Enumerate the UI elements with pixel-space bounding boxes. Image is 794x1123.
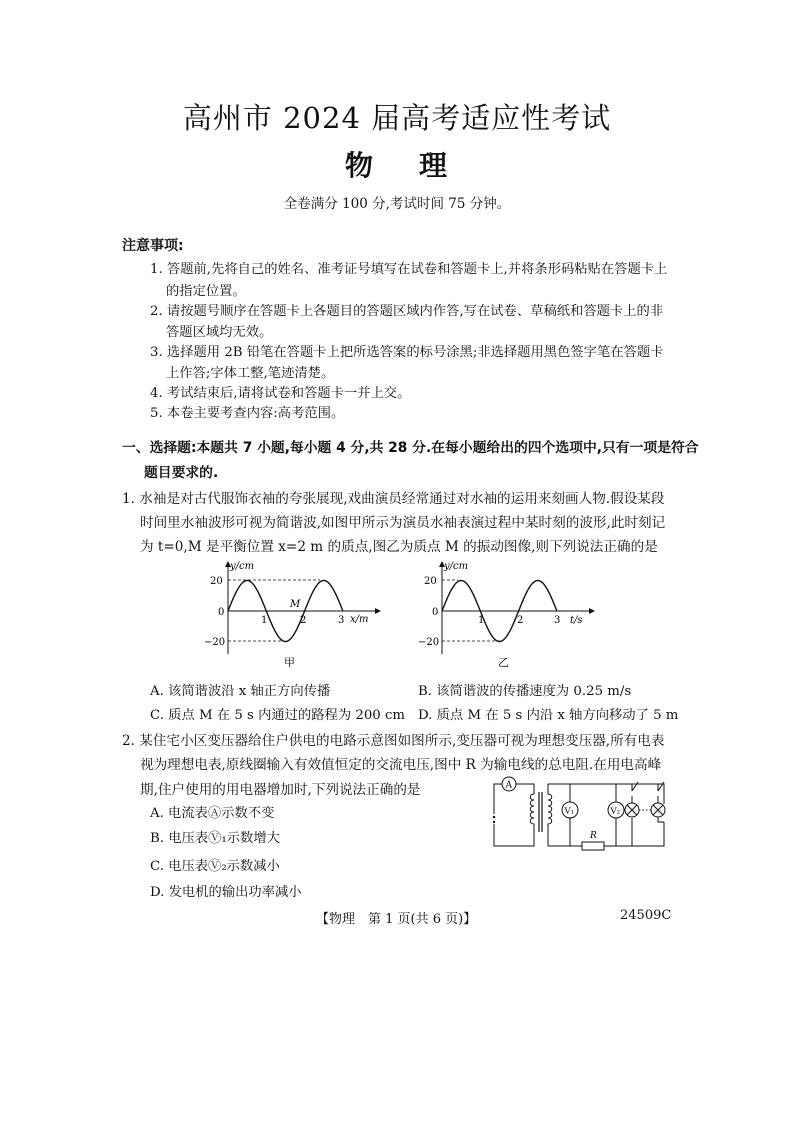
ytick-0: 0 xyxy=(218,607,225,618)
section-heading: 一、选择题:本题共 7 小题,每小题 4 分,共 28 分.在每小题给出的四个选项中,只有一项是符合 xyxy=(122,440,699,456)
q1-option-a: A. 该简谐波沿 x 轴正方向传播 xyxy=(150,684,331,699)
ylabel-jia: y/cm xyxy=(230,561,255,572)
lamp-icon xyxy=(625,803,665,817)
caption-yi: 乙 xyxy=(498,656,509,669)
notice-heading: 注意事项: xyxy=(122,238,184,254)
q1-option-b: B. 该简谐波的传播速度为 0.25 m/s xyxy=(418,684,632,699)
ylabel-yi: y/cm xyxy=(444,561,469,572)
vibration-graph-yi xyxy=(414,558,604,670)
score-line: 全卷满分 100 分,考试时间 75 分钟。 xyxy=(283,196,511,212)
q2-option-a: A. 电流表Ⓐ示数不变 xyxy=(150,806,275,821)
subject-title xyxy=(0,144,794,184)
q1-stem-line: 1. 水袖是对古代服饰衣袖的夸张展现,戏曲演员经常通过对水袖的运用来刻画人物.假设某段 xyxy=(122,491,665,507)
voltmeter-2-label: V₂ xyxy=(610,806,621,817)
q1-stem-line: 为 t=0,M 是平衡位置 x=2 m 的质点,图乙为质点 M 的振动图像,则下列说法正确的是 xyxy=(140,539,658,555)
section-heading-cont: 题目要求的. xyxy=(144,465,219,481)
notice-line: 5. 本卷主要考查内容:高考范围。 xyxy=(150,406,345,421)
notice-line: 2. 请按题号顺序在答题卡上各题目的答题区域内作答,写在试卷、草稿纸和答题卡上的非 xyxy=(150,304,664,319)
notice-line: 1. 答题前,先将自己的姓名、准考证号填写在试卷和答题卡上,并将条形码粘贴在答题卡上 xyxy=(150,262,668,277)
q2-option-b: B. 电压表Ⓥ₁示数增大 xyxy=(150,831,280,846)
resistor-label: R xyxy=(590,831,597,841)
voltmeter-1-label: V₁ xyxy=(564,806,575,817)
ytick-neg20: −20 xyxy=(418,637,440,648)
page-footer: 【物理 第 1 页(共 6 页)】 xyxy=(316,912,477,927)
point-m-label: M xyxy=(290,599,301,610)
q2-stem-line: 视为理想电表,原线圈输入有效值恒定的交流电压,图中 R 为输电线的总电阻.在用电高峰 xyxy=(140,757,662,773)
ytick-20: 20 xyxy=(210,576,223,587)
xtick-2: 2 xyxy=(517,615,524,626)
notice-line: 答题区域均无效。 xyxy=(166,325,273,340)
xtick-1: 1 xyxy=(478,615,485,626)
subject-char-1: 物 xyxy=(344,149,375,182)
caption-jia: 甲 xyxy=(284,656,295,669)
xtick-3: 3 xyxy=(554,615,561,626)
notice-line: 上作答;字体工整,笔迹清楚。 xyxy=(166,366,335,381)
q2-option-c: C. 电压表Ⓥ₂示数减小 xyxy=(150,859,280,874)
xtick-1: 1 xyxy=(261,615,268,626)
notice-line: 4. 考试结束后,请将试卷和答题卡一并上交。 xyxy=(150,386,411,401)
xtick-3: 3 xyxy=(338,615,345,626)
ytick-0: 0 xyxy=(432,607,439,618)
q2-option-d: D. 发电机的输出功率减小 xyxy=(150,885,302,900)
xlabel-yi: t/s xyxy=(570,615,583,626)
q2-stem-line: 2. 某住宅小区变压器给住户供电的电路示意图如图所示,变压器可视为理想变压器,所有电表 xyxy=(122,733,665,749)
q1-option-c: C. 质点 M 在 5 s 内通过的路程为 200 cm xyxy=(150,708,406,723)
notice-line: 3. 选择题用 2B 铅笔在答题卡上把所选答案的标号涂黑;非选择题用黑色签字笔在答题卡 xyxy=(150,345,664,360)
xtick-2: 2 xyxy=(300,615,307,626)
ammeter-label: A xyxy=(505,780,512,791)
wave-graph-jia xyxy=(200,558,390,670)
q1-stem-line: 时间里水袖波形可视为简谐波,如图甲所示为演员水袖表演过程中某时刻的波形,此时刻记 xyxy=(140,515,666,531)
exam-title: 高州市 2024 届高考适应性考试 xyxy=(182,101,612,135)
ytick-neg20: −20 xyxy=(204,637,226,648)
switch-icon xyxy=(632,782,664,803)
transformer-circuit xyxy=(486,774,676,854)
resistor-icon xyxy=(582,842,604,850)
q1-option-d: D. 质点 M 在 5 s 内沿 x 轴方向移动了 5 m xyxy=(418,708,679,723)
paper-code: 24509C xyxy=(620,908,672,923)
xlabel-jia: x/m xyxy=(350,614,369,625)
ytick-20: 20 xyxy=(424,576,437,587)
q2-stem-line: 期,住户使用的用电器增加时,下列说法正确的是 xyxy=(140,782,421,798)
subject-char-2: 理 xyxy=(419,149,450,182)
notice-line: 的指定位置。 xyxy=(166,284,246,299)
